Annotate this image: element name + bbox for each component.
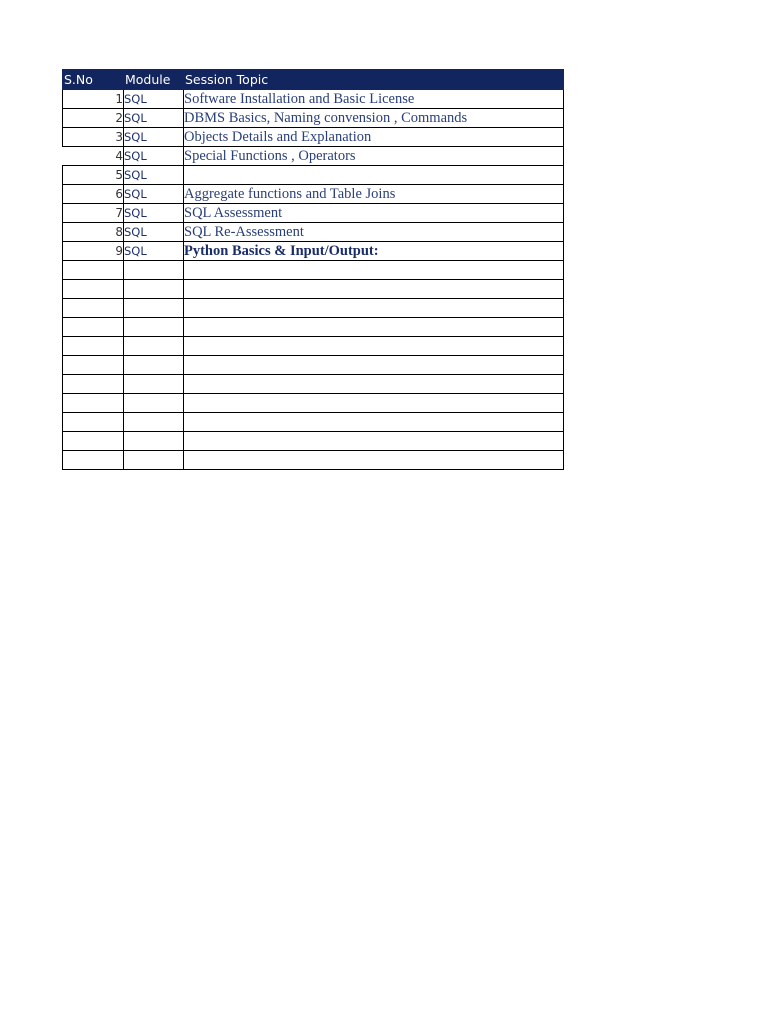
empty-table-row: [63, 299, 564, 318]
empty-table-row: [63, 318, 564, 337]
cell-topic[interactable]: [184, 299, 564, 318]
session-table: [62, 69, 564, 470]
cell-sno[interactable]: 3: [63, 128, 124, 147]
cell-module[interactable]: SQL: [124, 204, 184, 223]
cell-sno[interactable]: [63, 432, 124, 451]
cell-sno[interactable]: 7: [63, 204, 124, 223]
cell-topic[interactable]: Software Installation and Basic License: [184, 90, 564, 109]
table-row: [63, 204, 564, 223]
cell-module[interactable]: SQL: [124, 109, 184, 128]
cell-sno[interactable]: [63, 375, 124, 394]
cell-topic[interactable]: [184, 261, 564, 280]
cell-sno[interactable]: 4: [63, 147, 124, 166]
cell-module[interactable]: [124, 280, 184, 299]
cell-module[interactable]: [124, 451, 184, 470]
cell-module[interactable]: [124, 413, 184, 432]
cell-module[interactable]: [124, 337, 184, 356]
empty-table-row: [63, 280, 564, 299]
cell-module[interactable]: SQL: [124, 147, 184, 166]
cell-topic[interactable]: [184, 356, 564, 375]
cell-module[interactable]: [124, 299, 184, 318]
table-row: [63, 242, 564, 261]
table-row: [63, 109, 564, 128]
cell-topic[interactable]: Python Basics & Input/Output:: [184, 242, 564, 261]
empty-table-row: [63, 261, 564, 280]
cell-module[interactable]: [124, 375, 184, 394]
cell-sno[interactable]: [63, 413, 124, 432]
cell-module[interactable]: [124, 261, 184, 280]
cell-topic[interactable]: Objects Details and Explanation: [184, 128, 564, 147]
cell-topic[interactable]: [184, 432, 564, 451]
empty-table-row: [63, 337, 564, 356]
cell-topic[interactable]: [184, 337, 564, 356]
table-row: [63, 223, 564, 242]
table-row: [63, 147, 564, 166]
table-row: [63, 90, 564, 109]
table-body: [63, 90, 564, 470]
cell-sno[interactable]: 6: [63, 185, 124, 204]
cell-sno[interactable]: 8: [63, 223, 124, 242]
cell-module[interactable]: SQL: [124, 90, 184, 109]
cell-topic[interactable]: [184, 394, 564, 413]
cell-module[interactable]: [124, 432, 184, 451]
cell-topic[interactable]: SQL Assessment: [184, 204, 564, 223]
empty-table-row: [63, 413, 564, 432]
header-cell-topic[interactable]: Session Topic: [184, 70, 564, 90]
empty-table-row: [63, 375, 564, 394]
cell-module[interactable]: [124, 318, 184, 337]
table-row: [63, 166, 564, 185]
cell-sno[interactable]: 9: [63, 242, 124, 261]
empty-table-row: [63, 451, 564, 470]
table-row: [63, 185, 564, 204]
cell-module[interactable]: [124, 356, 184, 375]
empty-table-row: [63, 356, 564, 375]
cell-sno[interactable]: 5: [63, 166, 124, 185]
cell-sno[interactable]: [63, 356, 124, 375]
cell-module[interactable]: [124, 394, 184, 413]
header-cell-sno[interactable]: S.No: [63, 70, 124, 90]
cell-sno[interactable]: [63, 394, 124, 413]
cell-sno[interactable]: [63, 451, 124, 470]
cell-sno[interactable]: 2: [63, 109, 124, 128]
cell-topic[interactable]: [184, 280, 564, 299]
table-row: [63, 128, 564, 147]
cell-topic[interactable]: [184, 451, 564, 470]
empty-table-row: [63, 394, 564, 413]
cell-sno[interactable]: [63, 337, 124, 356]
cell-module[interactable]: SQL: [124, 128, 184, 147]
cell-sno[interactable]: [63, 261, 124, 280]
cell-sno[interactable]: [63, 299, 124, 318]
cell-topic[interactable]: DBMS Basics, Naming convension , Commands: [184, 109, 564, 128]
cell-sno[interactable]: [63, 280, 124, 299]
cell-topic[interactable]: Aggregate functions and Table Joins: [184, 185, 564, 204]
cell-topic[interactable]: SQL Re-Assessment: [184, 223, 564, 242]
cell-sno[interactable]: [63, 318, 124, 337]
cell-topic[interactable]: [184, 318, 564, 337]
cell-topic[interactable]: [184, 413, 564, 432]
cell-topic[interactable]: Special Functions , Operators: [184, 147, 564, 166]
cell-module[interactable]: SQL: [124, 166, 184, 185]
cell-topic[interactable]: [184, 375, 564, 394]
cell-module[interactable]: SQL: [124, 223, 184, 242]
cell-sno[interactable]: 1: [63, 90, 124, 109]
cell-module[interactable]: SQL: [124, 185, 184, 204]
header-row: [63, 70, 564, 90]
cell-module[interactable]: SQL: [124, 242, 184, 261]
empty-table-row: [63, 432, 564, 451]
header-cell-module[interactable]: Module: [124, 70, 184, 90]
cell-topic[interactable]: [184, 166, 564, 185]
